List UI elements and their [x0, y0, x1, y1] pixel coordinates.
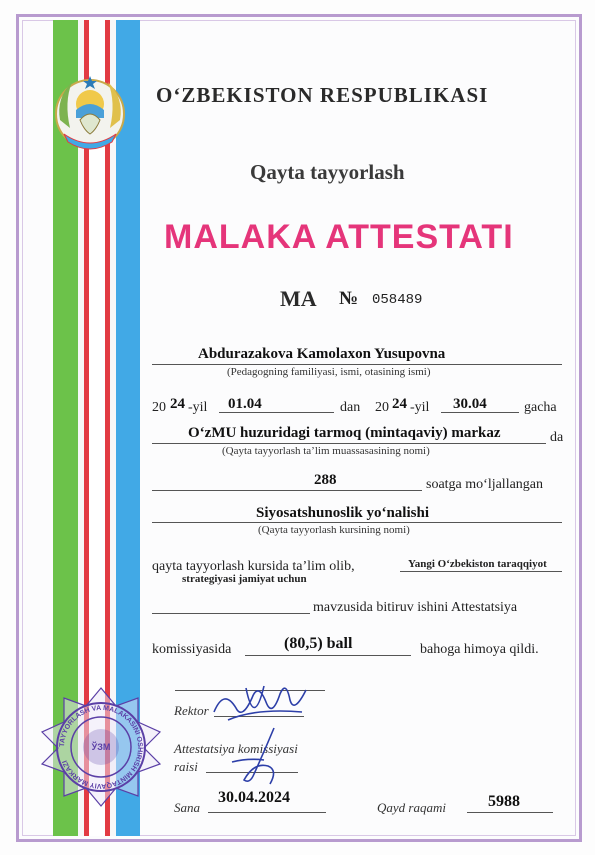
- thesis-topic-line1: Yangi O‘zbekiston taraqqiyot: [408, 558, 547, 570]
- underline: [467, 812, 553, 813]
- hours-label: soatga mo‘ljallangan: [426, 477, 544, 492]
- document-title: MALAKA ATTESTATI: [164, 218, 514, 256]
- holder-name-caption: (Pedagogning familiyasi, ismi, otasining ismi): [227, 366, 431, 378]
- official-seal-icon: [40, 686, 162, 808]
- country-heading: O‘ZBEKISTON RESPUBLIKASI: [156, 83, 489, 107]
- thesis-suffix: mavzusida bitiruv ishini Attestatsiya: [313, 600, 518, 615]
- underline: [152, 522, 562, 523]
- underline: [152, 443, 546, 444]
- institution-name: O‘zMU huzuridagi tarmoq (mintaqaviy) markaz: [188, 425, 501, 441]
- course-name: Siyosatshunoslik yo‘nalishi: [256, 505, 429, 521]
- thesis-topic-line2: strategiyasi jamiyat uchun: [182, 573, 307, 585]
- commission-signature-icon: [224, 722, 304, 792]
- seal-ring-text: TAYYORLASH VA MALAKASINI OSHIRISH MINTAQAVIY MARKAZI: [58, 704, 144, 790]
- century-to: 20: [375, 400, 389, 415]
- date-to: 30.04: [453, 396, 487, 412]
- grade-prefix: komissiyasida: [152, 642, 232, 657]
- commission-label: Attestatsiya komissiyasi: [174, 741, 298, 756]
- document-subtitle: Qayta tayyorlash: [250, 160, 405, 184]
- dan-label: dan: [340, 400, 361, 415]
- state-emblem-icon: [50, 68, 130, 156]
- issue-date: 30.04.2024: [218, 789, 290, 806]
- certificate-number: 058489: [372, 292, 423, 308]
- series-code: MA: [280, 286, 317, 311]
- holder-name: Abdurazakova Kamolaxon Yusupovna: [198, 346, 446, 362]
- underline: [152, 490, 422, 491]
- institution-caption: (Qayta tayyorlash ta’lim muassasasining nomi): [222, 445, 430, 457]
- grade-suffix: bahoga himoya qildi.: [420, 642, 539, 657]
- grade-value: (80,5) ball: [284, 635, 353, 652]
- registration-number: 5988: [488, 793, 520, 810]
- year-from: 24: [170, 396, 185, 412]
- underline: [245, 655, 411, 656]
- number-sign: №: [339, 288, 359, 309]
- date-from: 01.04: [228, 396, 262, 412]
- underline: [400, 571, 562, 572]
- year-label-to: -yil: [410, 400, 430, 415]
- institution-suffix: da: [550, 430, 564, 445]
- commission-label-raisi: raisi: [174, 759, 198, 774]
- registration-label: Qayd raqami: [377, 800, 446, 815]
- date-label: Sana: [174, 800, 200, 815]
- century-from: 20: [152, 400, 166, 415]
- course-caption: (Qayta tayyorlash kursining nomi): [258, 524, 410, 536]
- underline: [208, 812, 326, 813]
- seal-center-text: ЎЗМ: [91, 742, 111, 752]
- hours-value: 288: [314, 472, 337, 488]
- year-label-from: -yil: [188, 400, 208, 415]
- year-to: 24: [392, 396, 407, 412]
- rector-label: Rektor: [174, 703, 209, 718]
- underline: [152, 613, 310, 614]
- gacha-label: gacha: [524, 400, 557, 415]
- thesis-prefix: qayta tayyorlash kursida ta’lim olib,: [152, 559, 355, 574]
- underline: [152, 364, 562, 365]
